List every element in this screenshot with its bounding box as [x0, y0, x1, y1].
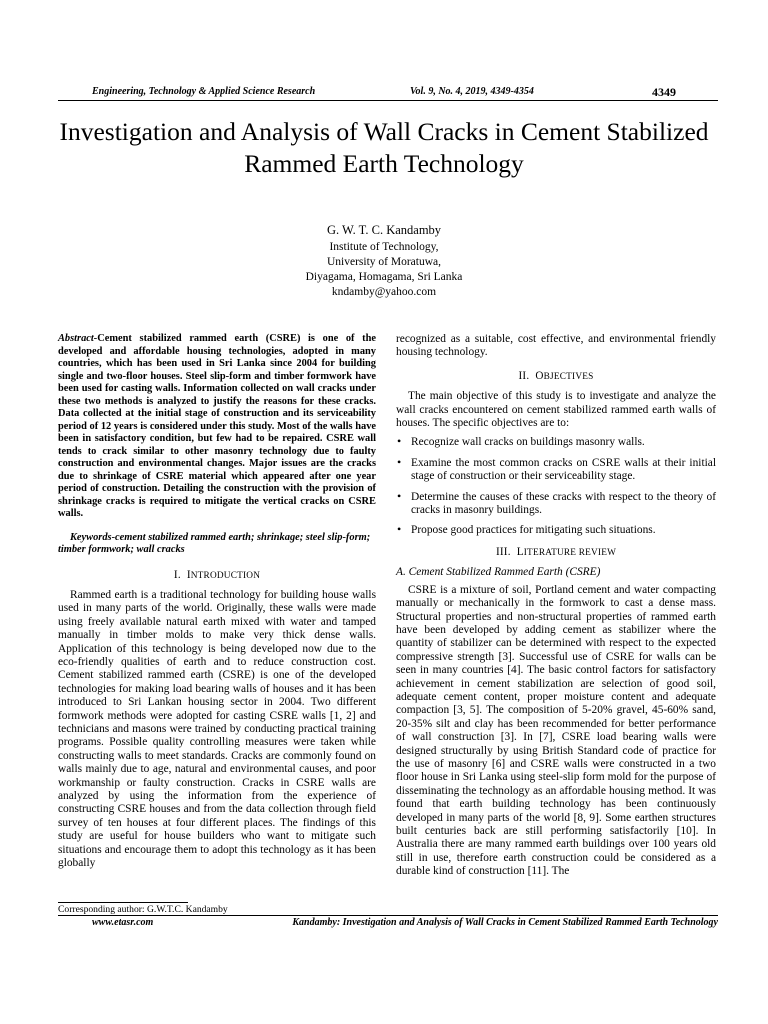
literature-paragraph: CSRE is a mixture of soil, Portland cement and water compacting manually or mechanically in the formwork to cast a dense mass. Structural properties and non-structural properties of rammed earth have been developed by adding cement as stabilizer where the quantity of stabilizer can be determined with respect to the expected compressive strength [3]. Successful use of CSRE for walls can be seen in many countries [4]. The basic control factors for satisfactory achievement in cement stabilization are selection of good soil, adequate cement content, proper moisture content and adequate compaction [3, 5]. The composition of 5-20% gravel, 45-60% sand, 20-35% silt and clay has been recommended for better performance of wall construction [3]. In [7], CSRE load bearing walls were designed structurally by using British Standard code of practice for the use of masonry [6] and CSRE walls were constructed in a two floor house in Sri Lanka using steel-slip form mold for the purpose of disseminating the technology as an affordable housing method. It was found that earth building technology has been continuously developed in many parts of the world [8, 9]. Some earthen structures built centuries back are still performing satisfactorily [10]. In Australia there are many rammed earth buildings over 100 years old still in use, therefore earth construction could be considered as a durable kind of construction [11]. The	[396, 583, 716, 878]
footnote-rule	[58, 902, 188, 903]
list-item-text: Determine the causes of these cracks with respect to the theory of cracks in masonry buildings.	[411, 490, 716, 517]
list-item-text: Propose good practices for mitigating such situations.	[411, 524, 656, 537]
list-item	[396, 524, 716, 537]
introduction-continuation: recognized as a suitable, cost effective, and environmental friendly housing technology.	[396, 333, 716, 359]
section-title-rest: ITERATURE REVIEW	[523, 547, 617, 558]
list-item	[396, 454, 716, 484]
bullet-icon: •	[397, 434, 402, 449]
subsection-heading: A. Cement Stabilized Rammed Earth (CSRE)	[396, 566, 601, 579]
author-affiliation	[0, 240, 768, 300]
section-number: III.	[495, 545, 511, 558]
footer-rule	[58, 915, 718, 916]
abstract-text: Cement stabilized rammed earth (CSRE) is one of the developed and affordable housing technologies, adopted in many countries, which has been used in Sri Lanka since 2004 for building single and two-floor houses. Steel slip-form and timber formwork have been used for casting walls. Information collected on wall cracks under these two methods is analyzed to justify the reasons for these cracks. Data collected at the initial stage of construction and its serviceability period of 12 years is considered under this study. Most of the walls have been in satisfactory condition, but few had to be repaired. CSRE wall tends to crack similar to other masonry technology due to faulty construction and environmental changes. Major issues are the cracks due to shrinkage of CSRE material which appeared after one year period of construction. Detailing the construction with the provision of shrinkage cracks is required to mitigate the vertical cracks on CSRE walls.	[58, 333, 376, 519]
objectives-list	[396, 436, 716, 537]
section-title-initial: I	[186, 568, 191, 581]
bullet-icon: •	[397, 522, 402, 537]
corresponding-author-note: Corresponding author: G.W.T.C. Kandamby	[58, 904, 228, 915]
list-item	[396, 436, 716, 449]
objectives-paragraph: The main objective of this study is to investigate and analyze the wall cracks encountered on cement stabilized rammed earth walls of houses. The specific objectives are to:	[396, 390, 716, 430]
list-item-text: Examine the most common cracks on CSRE walls at their initial stage of construction or their serviceability stage.	[411, 456, 716, 483]
list-item-text: Recognize wall cracks on buildings masonry walls.	[411, 436, 645, 449]
affiliation-line: Institute of Technology,	[329, 241, 439, 253]
running-footer	[58, 917, 718, 931]
journal-url: www.etasr.com	[92, 917, 154, 928]
section-heading-introduction	[58, 569, 376, 583]
paper-title: Investigation and Analysis of Wall Cracks in Cement Stabilized Rammed Earth Technology	[59, 117, 709, 178]
volume-info: Vol. 9, No. 4, 2019, 4349-4354	[410, 86, 534, 97]
abstract	[58, 333, 376, 521]
author-name: G. W. T. C. Kandamby	[326, 223, 442, 237]
introduction-paragraph: Rammed earth is a traditional technology for building house walls used in many parts of the world. Originally, these walls were made using freely available natural earth mixed with water and tamped manually in timber molds to make very thick dense walls. Application of this technology is being developed now due to the eco-friendly qualities of earth and to reduce construction cost. Cement stabilized rammed earth (CSRE) is one of the developed technologies for making load bearing walls of houses and it has been introduced to Sri Lankan housing sector in 2004. Two different formwork methods were adopted for casting CSRE walls [1, 2] and technicians and masons were trained by conducting practical training programs. Possible quality controlling measures were taken while constructing walls to meet standards. Cracks are commonly found on walls mainly due to age, natural and environmental causes, and poor workmanship or faulty construction. Cracks in CSRE walls are analyzed by using the information from the experience of constructing CSRE houses and from the data collection through field survey of ten houses at four different places. The findings of this study are useful for house builders who want to mitigate such situations and encourage them to adopt this technology as it has been globally	[58, 588, 376, 870]
left-column	[58, 333, 376, 870]
section-title-initial: O	[535, 369, 544, 382]
page-number: 4349	[652, 85, 676, 99]
right-column	[396, 333, 716, 879]
section-heading-literature-review	[396, 546, 716, 560]
section-heading-objectives	[396, 370, 716, 384]
section-title-rest: BJECTIVES	[543, 371, 594, 382]
keywords: Keywords-cement stabilized rammed earth; shrinkage; steel slip-form; timber formwork; wall cracks	[58, 531, 371, 555]
section-number: I.	[173, 568, 181, 581]
footer-citation: Kandamby: Investigation and Analysis of Wall Cracks in Cement Stabilized Rammed Earth Technology	[292, 917, 718, 928]
abstract-lead: Abstract-	[58, 333, 98, 344]
journal-name: Engineering, Technology & Applied Science Research	[92, 86, 316, 97]
affiliation-line: Diyagama, Homagama, Sri Lanka	[305, 271, 463, 283]
section-title-initial: L	[516, 545, 524, 558]
section-number: II.	[518, 369, 530, 382]
list-item	[396, 488, 716, 518]
section-title-rest: NTRODUCTION	[190, 570, 261, 581]
author-email: kndamby@yahoo.com	[331, 286, 437, 298]
header-rule	[58, 100, 718, 101]
affiliation-line: University of Moratuwa,	[326, 256, 442, 268]
bullet-icon: •	[397, 488, 402, 503]
bullet-icon: •	[397, 454, 402, 469]
